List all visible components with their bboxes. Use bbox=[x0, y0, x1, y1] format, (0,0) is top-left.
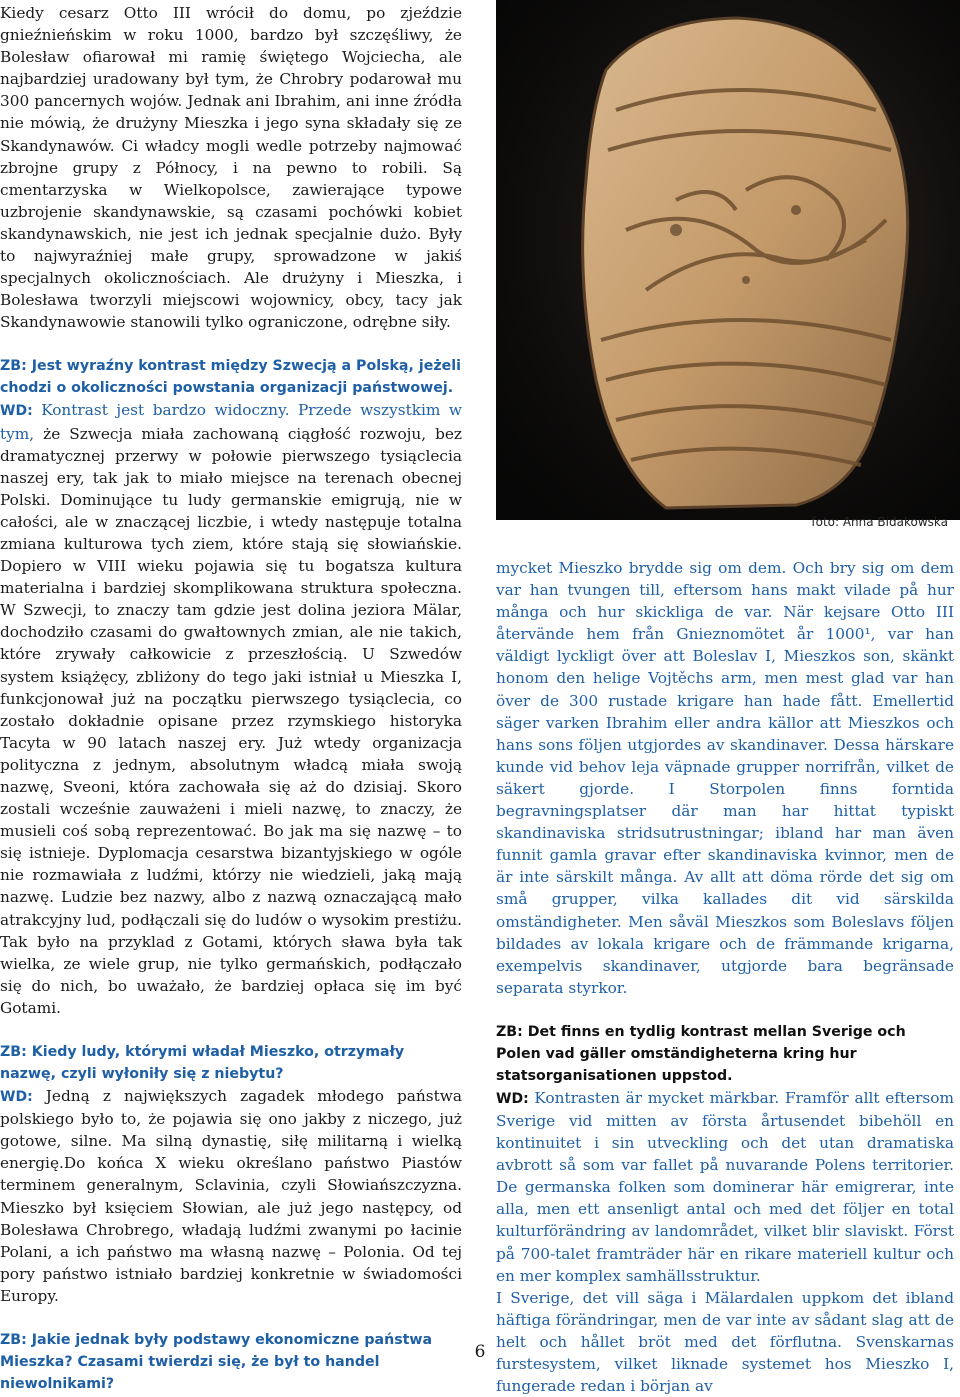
question-1: ZB: Jest wyraźny kontrast między Szwecją a Polską, jeżeli chodzi o okoliczności powstania organizacji państwowej. bbox=[0, 358, 461, 397]
intro-paragraph: Kiedy cesarz Otto III wrócił do domu, po zjeździe gnieźnieńskim w roku 1000, bardzo był szczęśliwy, że Bolesław ofiarował mi ramię świętego Wojciecha, ale najbardziej uradowany był tym, że Chrobry podarował mu 300 pancernych wojów. Jednak ani Ibrahim, ani inne źródła nie mówią, że drużyny Mieszka i jego syna składały się ze Skandynawów. Ci władcy mogli wedle potrzeby najmować zbrojne grupy z Północy, i na pewno to robili. Są cmentarzyska w Wielkopolsce, zawierające typowe uzbrojenie skandynawskie, są czasami pochówki kobiet skandynawskich, nie jest ich jednak specjalnie dużo. Były to najwyraźniej małe grupy, sprowadzone w jakiś specjalnych okolicznościach. Ale drużyny i Mieszka, i Bolesława tworzyli miejscowi wojownicy, obcy, tacy jak Skandynawowie stanowili tylko ograniczone, odrębne siły. bbox=[0, 4, 462, 332]
answer-1-body: że Szwecja miała zachowaną ciągłość rozwoju, bez dramatycznej przerwy w połowie pierwszego tysiąclecia naszej ery, tak jak to miało miejsce na terenach obecnej Polski. Dominujące tu ludy germanskie emigrują, nie w całości, ale w znaczącej liczbie, i wtedy następuje totalna zmiana kulturowa tych ziem, które stają się słowiańskie. Dopiero w VIII wieku pojawia się tu bogatsza kultura materialna i bardziej skomplikowana struktura społeczna. W Szwecji, to znaczy tam gdzie jest dolina jeziora Mälar, dochodziło czasami do gwałtownych zmian, ale nie takich, które zrywały całkowicie z przeszłością. U Szwedów system książęcy, zbliżony do tego jaki istniał u Mieszka I, funkcjonował już na początku pierwszego tysiąclecia, co zostało dokładnie opisane przez rzymskiego historyka Tacyta w 90 latach naszej ery. Już wtedy organizacja polityczna z jednym, absolutnym władcą miała swoją nazwę, Sveoni, która zachowała się aż do dzisiaj. Skoro zostali wcześnie zauważeni i mieli nazwę, to znaczy, że musieli coś sobą reprezentować. Bo jak ma się nazwę – to się istnieje. Dyplomacja cesarstwa bizantyjskiego w ogóle nie rozmawiała z ludźmi, którzy nie wiedzieli, jaką mają nazwę. Ludzie bez nazwy, albo z nazwą oznaczającą mało atrakcyjny lud, podłączali się do ludów o wysokim prestiżu. Tak było na przyklad z Gotami, których sława była tak wielka, ze wiele grup, nie tylko germańskich, podłączało się do nich, bo uważało, że bardziej opłaca się im być Gotami. bbox=[0, 424, 462, 1017]
answer-sv-1-label: WD: bbox=[496, 1090, 529, 1107]
question-2: ZB: Kiedy ludy, którymi władał Mieszko, otrzymały nazwę, czyli wyłoniły się z niebytu? bbox=[0, 1044, 405, 1083]
question-3: ZB: Jakie jednak były podstawy ekonomiczne państwa Mieszka? Czasami twierdzi się, że był to handel niewolnikami? bbox=[0, 1331, 433, 1392]
right-column bbox=[496, 557, 954, 1397]
carved-bone-artifact-image bbox=[496, 0, 960, 520]
answer-2-label: WD: bbox=[0, 1089, 33, 1106]
page-number: 6 bbox=[474, 1342, 486, 1362]
answer-1-lead: Kontrast jest bardzo widoczny. Przede wszystkim w tym, bbox=[0, 401, 462, 443]
question-sv-1: ZB: Det finns en tydlig kontrast mellan Sverige och Polen vad gäller omständigheterna kring hur statsorganisationen uppstod. bbox=[496, 1023, 906, 1084]
photo-credit: foto: Anna Bidakowska bbox=[811, 515, 948, 529]
answer-1-label: WD: bbox=[0, 403, 33, 420]
right-paragraph-1: mycket Mieszko brydde sig om dem. Och bry sig om dem var han tvungen till, eftersom hans makt vilade på hur många och hur skickliga de var. När kejsare Otto III återvände hem från Gnieznomötet år 1000¹, var han väldigt lyckligt över att Boleslav I, Mieszkos son, skänkt honom den helige Vojtěchs arm, men mest glad var han över de 300 rustade krigare han hade fått. Emellertid säger varken Ibrahim eller andra källor att Mieszkos och hans sons följen utgjordes av skandinaver. Dessa härskare kunde vid behov leja väpnade grupper norrifrån, vilket de säkert gjorde. I Storpolen finns forntida begravningsplatser där man har hittat typiskt skandinaviska stridsutrustningar; ibland har man även funnit gamla gravar efter skandinaviska kvinnor, men de är inte särskilt många. Av allt att döma rörde det sig om små grupper, vilka kallades dit vid särskilda omständigheter. Men såväl Mieszkos som Boleslavs följen bildades av lokala krigare och de främmande krigarna, exempelvis skandinaver, utgjorde bara begränsade separata styrkor. bbox=[496, 559, 954, 997]
answer-sv-1 bbox=[496, 1087, 954, 1287]
right-paragraph-2: I Sverige, det vill säga i Mälardalen uppkom det ibland häftiga förändringar, men de var inte av sådant slag att de helt och hållet bröt med det förflutna. Svenskarnas furstesystem, vilket liknade systemet hos Mieszko I, fungerade redan i början av bbox=[496, 1288, 954, 1396]
answer-2-body: Jedną z największych zagadek młodego państwa polskiego było to, że pojawia się ono jakby z niczego, już gotowe, silne. Ma silną dynastię, siłę militarną i wielką energię.Do końca X wieku określano państwo Piastów terminem generalnym, Sclavinia, czyli Słowiańszczyzna. Mieszko był księciem Słowian, ale już jego następcy, od Bolesława Chrobrego, władają ludźmi zwanymi po łacinie Polani, a ich państwo ma własną nazwę – Polonia. Od tej pory państwo istniało bardziej konkretnie w świadomości Europy. bbox=[0, 1087, 462, 1305]
answer-2 bbox=[0, 1085, 462, 1307]
left-column bbox=[0, 2, 462, 1395]
artifact-photo bbox=[496, 0, 960, 520]
answer-1 bbox=[0, 399, 462, 1019]
answer-sv-1-body: Kontrasten är mycket märkbar. Framför allt eftersom Sverige vid mitten av första årtusendet bibehöll en kontinuitet i sin utveckling och det utan dramatiska avbrott så som var fallet på nuvarande Polens territorier. De germanska folken som dominerar här emigrerar, inte alla, men ett ansenligt antal och med det följer en total kulturförändring av landområdet, vilket blir slaviskt. Först på 700-talet framträder här en rikare materiell kultur och en mer komplex samhällsstruktur. bbox=[496, 1088, 954, 1285]
